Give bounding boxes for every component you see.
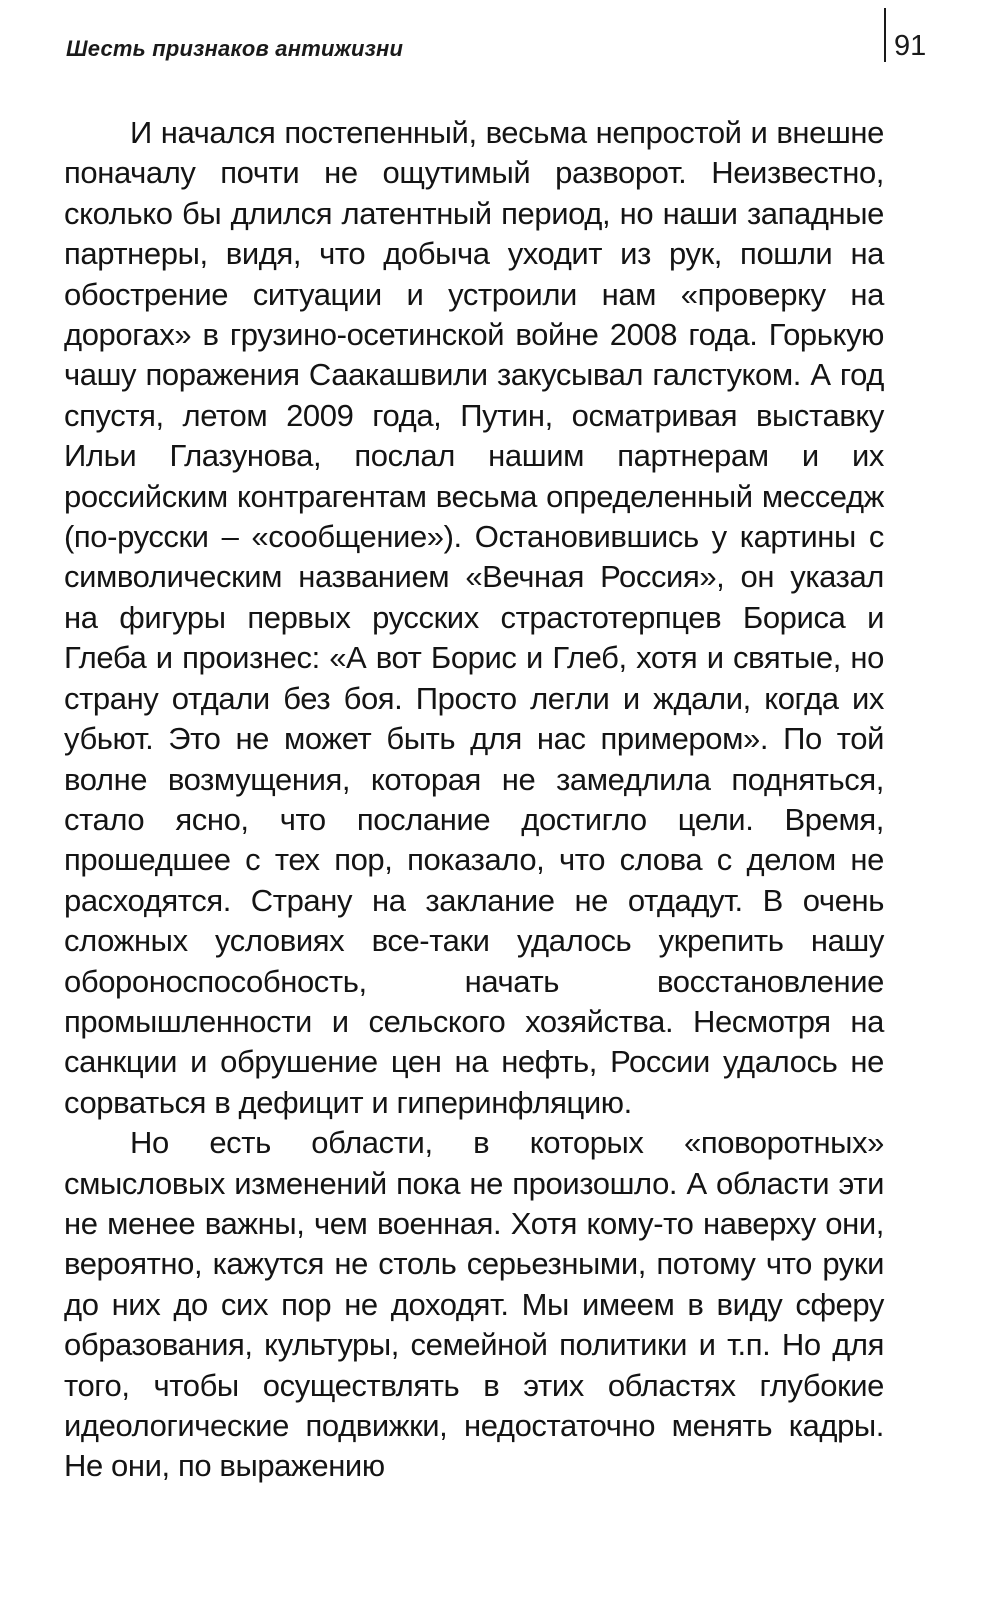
paragraph-1: И начался постепенный, весьма непростой и внешне поначалу почти не ощутимый разворот. Неизвестно, сколько бы длился латентный период, но наши западные партнеры, видя, что добыча уходит из рук, пошли на обострение ситуации и устроили нам «проверку на дорогах» в грузино-осетинской войне 2008 года. Горькую чашу поражения Саакашвили закусывал галстуком. А год спустя, летом 2009 года, Путин, осматривая выставку Ильи Глазунова, послал нашим партнерам и их российским контрагентам весьма определенный месседж (по-русски – «сообщение»). Остановившись у картины с символическим названием «Вечная Россия», он указал на фигуры первых русских страстотерпцев Бориса и Глеба и произнес: «А вот Борис и Глеб, хотя и святые, но страну отдали без боя. Просто легли и ждали, когда их убьют. Это не может быть для нас примером». По той волне возмущения, которая не замедлила подняться, стало ясно, что послание достигло цели. Время, прошедшее с тех пор, показало, что слова с делом не расходятся. Страну на заклание не отдадут. В очень сложных условиях все-таки удалось укрепить нашу обороноспособность, начать восстановление промышленности и сельского хозяйства. Несмотря на санкции и обрушение цен на нефть, России удалось не сорваться в дефицит и гиперинфляцию. xyxy=(64,115,884,1120)
body-text xyxy=(64,113,884,1487)
page-number: 91 xyxy=(894,30,927,62)
running-header-title: Шесть признаков антижизни xyxy=(66,36,404,61)
paragraph-2: Но есть области, в которых «поворотных» смысловых изменений пока не произошло. А области эти не менее важны, чем военная. Хотя кому-то наверху они, вероятно, кажутся не столь серьезными, потому что руки до них до сих пор не доходят. Мы имеем в виду сферу образования, культуры, семейной политики и т.п. Но для того, чтобы осуществлять в этих областях глубокие идеологические подвижки, недостаточно менять кадры. Не они, по выражению xyxy=(64,1125,884,1484)
header-divider xyxy=(884,8,886,62)
